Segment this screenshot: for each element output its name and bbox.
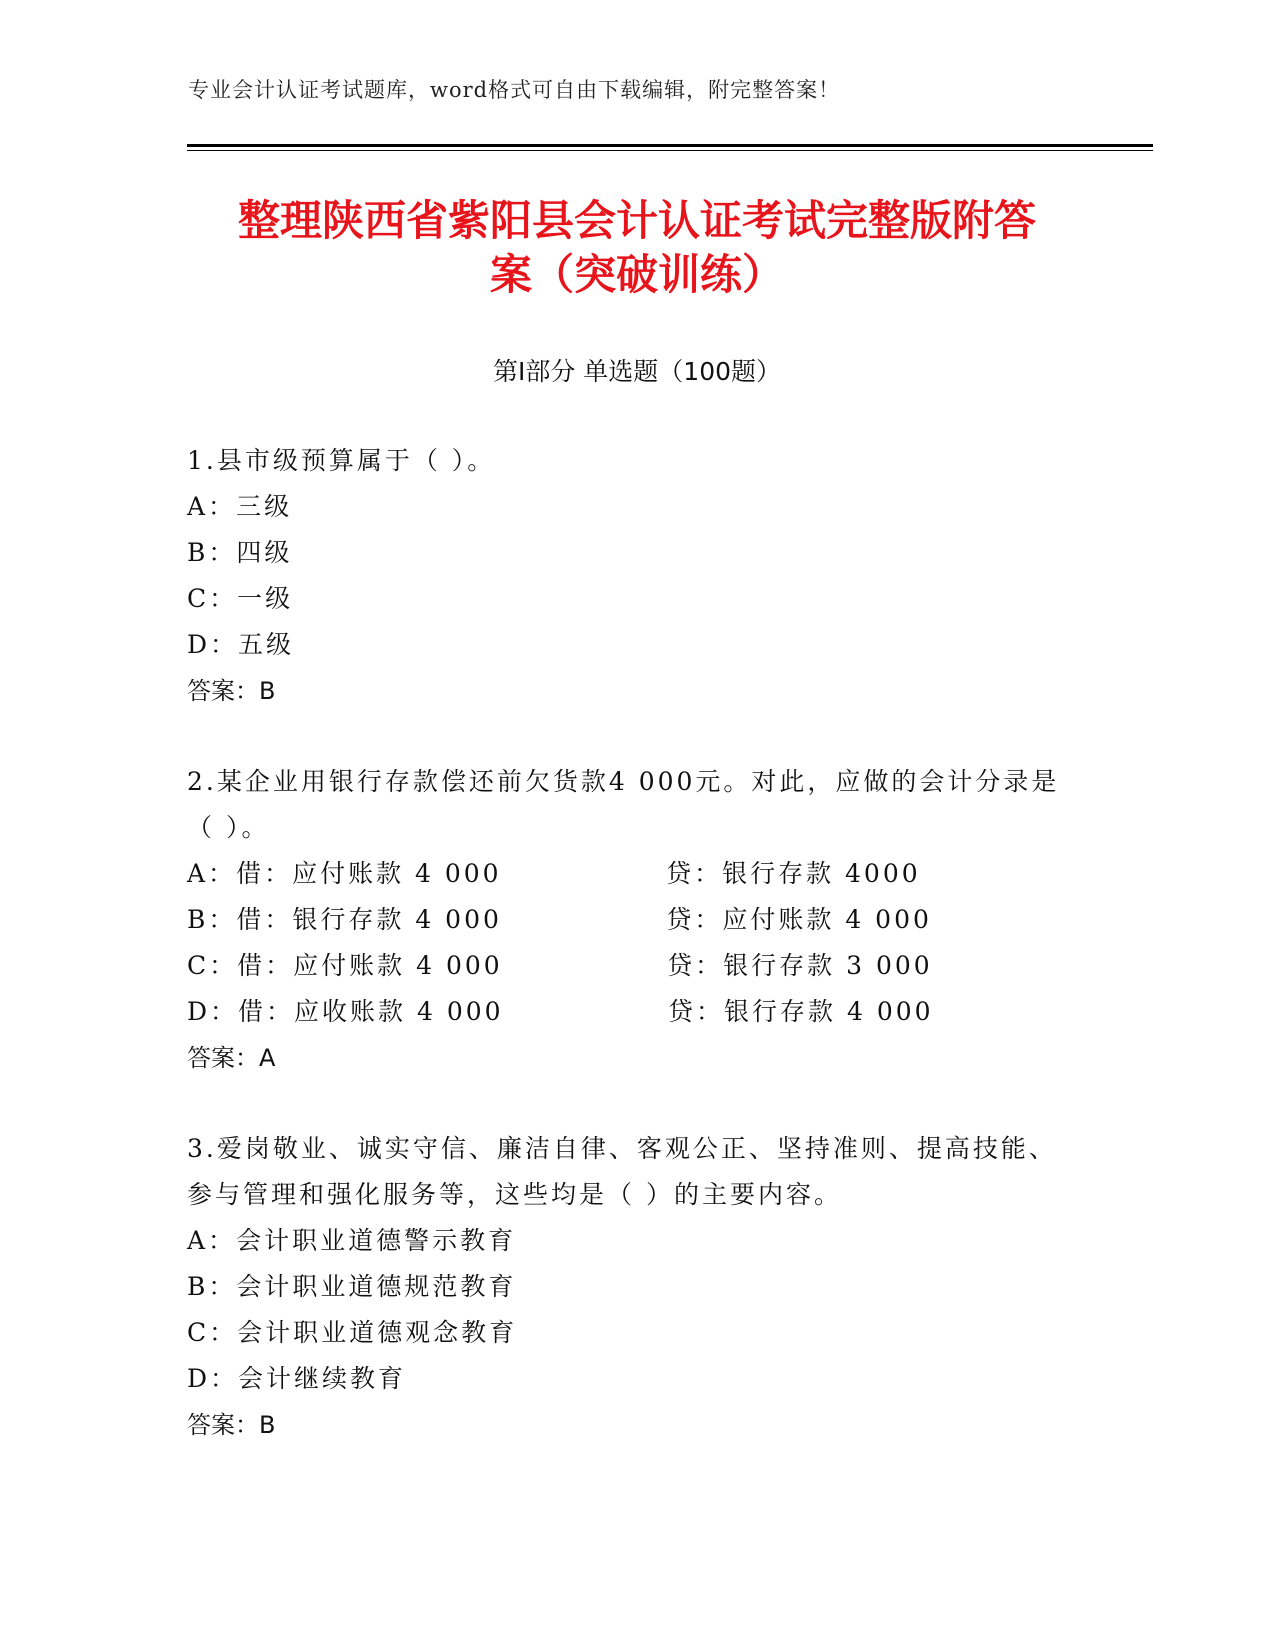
question-3 [187, 1126, 1067, 1448]
option-text: 五级 [238, 630, 295, 659]
debit-entry: 借：应付账款 4 000 [237, 951, 503, 980]
option-text: 会计职业道德规范教育 [236, 1272, 517, 1301]
question-stem: 1.县市级预算属于（ ）。 [187, 446, 496, 475]
header-rule-thin [187, 150, 1153, 151]
option-text: 一级 [237, 584, 294, 613]
option-letter: C： [187, 584, 238, 613]
option-a [187, 1218, 1067, 1264]
title-line-2: 案（突破训练） [489, 250, 784, 299]
option-b [187, 897, 1067, 943]
option-letter: A： [187, 1226, 237, 1255]
option-letter: C： [187, 951, 238, 980]
question-list [187, 438, 1067, 1493]
option-d [187, 622, 1067, 668]
option-text: 三级 [236, 492, 293, 521]
credit-entry: 贷：银行存款 4 000 [668, 997, 934, 1026]
option-letter: C： [187, 1318, 238, 1347]
question-stem: 2.某企业用银行存款偿还前欠货款4 000元。对此，应做的会计分录是（ ）。 [187, 767, 1060, 842]
option-text: 会计职业道德观念教育 [237, 1318, 518, 1347]
option-letter: B： [187, 1272, 237, 1301]
option-letter: D： [187, 630, 239, 659]
credit-entry: 贷：银行存款 3 000 [667, 951, 933, 980]
debit-entry: 借：应收账款 4 000 [238, 997, 504, 1026]
question-1 [187, 438, 1067, 714]
option-text: 会计继续教育 [238, 1364, 407, 1393]
option-letter: D： [187, 1364, 239, 1393]
option-c [187, 1310, 1067, 1356]
debit-entry: 借：银行存款 4 000 [236, 905, 502, 934]
option-a [187, 851, 1067, 897]
header-rule-thick [187, 144, 1153, 147]
option-letter: D： [187, 997, 239, 1026]
option-letter: B： [187, 905, 237, 934]
title-line-1: 整理陕西省紫阳县会计认证考试完整版附答 [237, 196, 1036, 245]
option-b [187, 1264, 1067, 1310]
question-2 [187, 759, 1067, 1081]
option-d [187, 989, 1067, 1035]
question-stem: 3.爱岗敬业、诚实守信、廉洁自律、客观公正、坚持准则、提高技能、参与管理和强化服务等，这些均是（ ）的主要内容。 [187, 1134, 1057, 1209]
header-note: 专业会计认证考试题库，word格式可自由下载编辑，附完整答案！ [188, 78, 841, 102]
answer: 答案：B [187, 677, 276, 705]
debit-entry: 借：应付账款 4 000 [236, 859, 502, 888]
option-b [187, 530, 1067, 576]
option-text: 四级 [236, 538, 293, 567]
section-heading: 第Ⅰ部分 单选题（100题） [492, 357, 782, 386]
document-title [187, 194, 1087, 302]
option-d [187, 1356, 1067, 1402]
option-letter: A： [187, 492, 237, 521]
option-letter: B： [187, 538, 237, 567]
option-a [187, 484, 1067, 530]
credit-entry: 贷：应付账款 4 000 [666, 905, 932, 934]
answer: 答案：B [187, 1411, 276, 1439]
option-c [187, 943, 1067, 989]
answer: 答案：A [187, 1044, 276, 1072]
option-text: 会计职业道德警示教育 [236, 1226, 517, 1255]
credit-entry: 贷：银行存款 4000 [666, 859, 921, 888]
option-c [187, 576, 1067, 622]
option-letter: A： [187, 859, 237, 888]
